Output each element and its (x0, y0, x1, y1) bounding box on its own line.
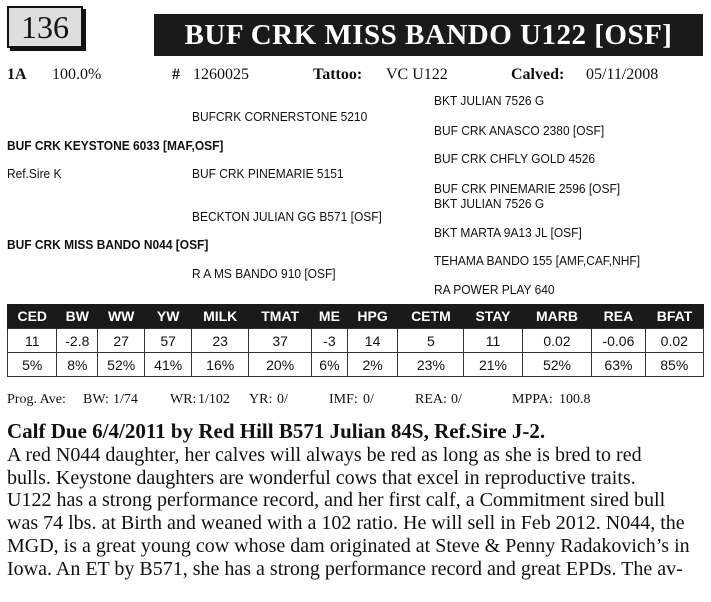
progeny-label: Prog. Ave: (7, 392, 66, 407)
epd-percentile: 2% (347, 353, 398, 377)
epd-percentile: 5% (8, 353, 57, 377)
progeny-mppa-label: MPPA: (512, 392, 553, 407)
pedigree-dss: BKT JULIAN 7526 G (434, 196, 545, 211)
description-line: U122 has a strong performance record, and her first calf, a Commitment sired bull (7, 489, 666, 512)
epd-percentile: 21% (464, 353, 522, 377)
description-line: Iowa. An ET by B571, she has a strong performance record and great EPDs. The av- (7, 557, 683, 580)
progeny-mppa: 100.8 (559, 392, 591, 407)
progeny-wr-label: WR: (170, 392, 197, 407)
pedigree-ref-sire: Ref.Sire K (7, 166, 62, 181)
pedigree-dam-dam: R A MS BANDO 910 [OSF] (192, 266, 336, 281)
epd-header: BFAT (645, 304, 703, 329)
description-line: MGD, is a great young cow whose dam originated at Steve & Penny Radakovich’s in (7, 534, 690, 557)
epd-header: MILK (192, 304, 249, 329)
progeny-rea-label: REA: (415, 392, 447, 407)
epd-value: -3 (312, 329, 348, 353)
progeny-yr-label: YR: (249, 392, 273, 407)
pedigree-dam-sire: BECKTON JULIAN GG B571 [OSF] (192, 209, 382, 224)
epd-percentile: 20% (249, 353, 312, 377)
progeny-imf-label: IMF: (329, 392, 358, 407)
epd-percentile-row (8, 353, 704, 377)
pedigree-sds: BUF CRK CHFLY GOLD 4526 (434, 151, 596, 166)
pedigree-sire: BUF CRK KEYSTONE 6033 [MAF,OSF] (7, 138, 224, 153)
epd-value: 57 (145, 329, 192, 353)
epd-percentile: 52% (522, 353, 592, 377)
progeny-imf: 0/ (363, 392, 374, 407)
epd-value: 37 (249, 329, 312, 353)
epd-header: REA (592, 304, 645, 329)
epd-percentile: 23% (398, 353, 464, 377)
epd-percentile: 41% (145, 353, 192, 377)
epd-value: 5 (398, 329, 464, 353)
epd-value: 11 (464, 329, 522, 353)
epd-percentile: 85% (645, 353, 703, 377)
epd-value: 27 (98, 329, 145, 353)
pedigree-dsd: BKT MARTA 9A13 JL [OSF] (434, 225, 582, 240)
epd-value: -0.06 (592, 329, 645, 353)
epd-header: CED (8, 304, 57, 329)
progeny-wr: 1/102 (198, 392, 230, 407)
pedigree-sss: BKT JULIAN 7526 G (434, 93, 545, 108)
tattoo-label: Tattoo: (313, 66, 363, 83)
epd-header: CETM (398, 304, 464, 329)
pedigree-sdd: BUF CRK PINEMARIE 2596 [OSF] (434, 181, 621, 196)
epd-percentile: 8% (57, 353, 98, 377)
description (7, 444, 704, 580)
epd-header: YW (145, 304, 192, 329)
calved-value: 05/11/2008 (586, 66, 659, 83)
pedigree-ssd: BUF CRK ANASCO 2380 [OSF] (434, 123, 605, 138)
pedigree-dds: TEHAMA BANDO 155 [AMF,CAF,NHF] (434, 253, 641, 268)
epd-header: ME (312, 304, 348, 329)
epd-table (7, 304, 704, 377)
reg-label: # (172, 66, 180, 83)
epd-percentile: 63% (592, 353, 645, 377)
progeny-yr: 0/ (277, 392, 288, 407)
epd-header-row (8, 304, 704, 329)
epd-header: TMAT (249, 304, 312, 329)
epd-value: 23 (192, 329, 249, 353)
lot-number: 136 (7, 6, 83, 48)
calved-label: Calved: (511, 66, 565, 83)
description-line: bulls. Keystone daughters are wonderful cows that excel in reproductive traits. (7, 466, 636, 489)
pedigree-sire-dam: BUF CRK PINEMARIE 5151 (192, 166, 344, 181)
group-code: 1A (7, 66, 27, 83)
epd-value: -2.8 (57, 329, 98, 353)
epd-percentile: 52% (98, 353, 145, 377)
animal-name-banner: BUF CRK MISS BANDO U122 [OSF] (154, 14, 703, 56)
pedigree-ddd: RA POWER PLAY 640 (434, 282, 555, 297)
epd-value-row (8, 329, 704, 353)
calf-due: Calf Due 6/4/2011 by Red Hill B571 Julian 84S, Ref.Sire J-2. (7, 419, 546, 443)
description-line: A red N044 daughter, her calves will always be red as long as she is bred to red (7, 444, 642, 466)
tattoo-value: VC U122 (386, 66, 448, 83)
percent: 100.0% (52, 66, 102, 83)
epd-header: HPG (347, 304, 398, 329)
progeny-bw-label: BW: (83, 392, 109, 407)
epd-percentile: 16% (192, 353, 249, 377)
pedigree-sire-sire: BUFCRK CORNERSTONE 5210 (192, 109, 368, 124)
epd-value: 0.02 (645, 329, 703, 353)
progeny-bw: 1/74 (113, 392, 138, 407)
pedigree-dam: BUF CRK MISS BANDO N044 [OSF] (7, 237, 209, 252)
epd-value: 11 (8, 329, 57, 353)
epd-header: MARB (522, 304, 592, 329)
epd-percentile: 6% (312, 353, 348, 377)
epd-value: 14 (347, 329, 398, 353)
epd-value: 0.02 (522, 329, 592, 353)
reg-number: 1260025 (193, 66, 249, 83)
epd-header: BW (57, 304, 98, 329)
epd-header: STAY (464, 304, 522, 329)
epd-header: WW (98, 304, 145, 329)
description-line: was 74 lbs. at Birth and weaned with a 102 ratio. He will sell in Feb 2012. N044, the (7, 512, 685, 535)
progeny-rea: 0/ (451, 392, 462, 407)
